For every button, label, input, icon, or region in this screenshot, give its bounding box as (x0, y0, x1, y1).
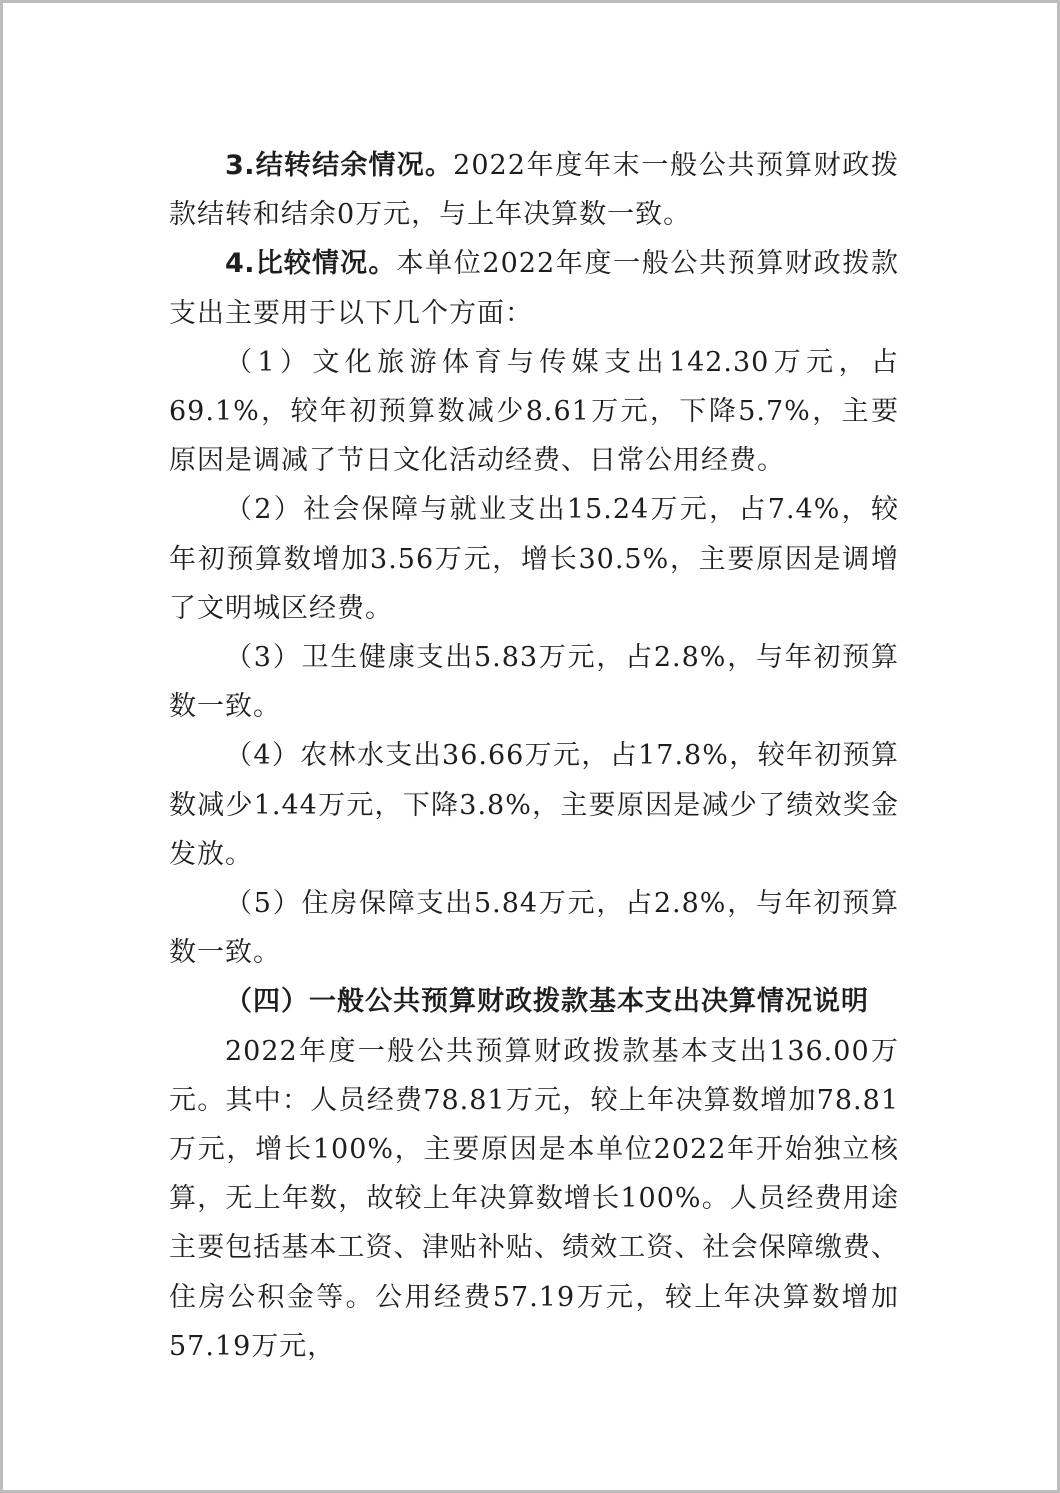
carryover-text: 2022年度年末一般公共预算财政拨款结转和结余0万元，与上年决算数一致。 (169, 150, 899, 231)
item-paragraph-1: （1）文化旅游体育与传媒支出142.30万元，占69.1%，较年初预算数减少8.61万元，下降5.7%，主要原因是调减了节日文化活动经费、日常公用经费。 (169, 346, 899, 477)
item-paragraph-5: （5）住房保障支出5.84万元，占2.8%，与年初预算数一致。 (169, 888, 899, 969)
comparison-paragraph (169, 239, 899, 337)
document-body (169, 141, 899, 1371)
item-paragraph-3: （3）卫生健康支出5.83万元，占2.8%，与年初预算数一致。 (169, 642, 899, 723)
section-heading: （四）一般公共预算财政拨款基本支出决算情况说明 (225, 986, 869, 1018)
item-paragraph-4: （4）农林水支出36.66万元，占17.8%，较年初预算数减少1.44万元，下降3.8%，主要原因是减少了绩效奖金发放。 (169, 740, 899, 870)
item-paragraph-2: （2）社会保障与就业支出15.24万元，占7.4%，较年初预算数增加3.56万元，增长30.5%，主要原因是调增了文明城区经费。 (169, 494, 899, 624)
carryover-lead: 3.结转结余情况。 (225, 150, 454, 181)
comparison-lead: 4.比较情况。 (225, 248, 397, 280)
basic-expenditure-paragraph: 2022年度一般公共预算财政拨款基本支出136.00万元。其中：人员经费78.81万元，较上年决算数增加78.81万元，增长100%，主要原因是本单位2022年开始独立核算，无上年数，故较上年决算数增长100%。人员经费用途主要包括基本工资、津贴补贴、绩效工资、社会保障缴费、住房公积金等。公用经费57.19万元，较上年决算数增加57.19万元， (169, 1035, 899, 1362)
comparison-text: 本单位2022年度一般公共预算财政拨款支出主要用于以下几个方面： (169, 248, 899, 329)
carryover-paragraph (169, 141, 899, 239)
